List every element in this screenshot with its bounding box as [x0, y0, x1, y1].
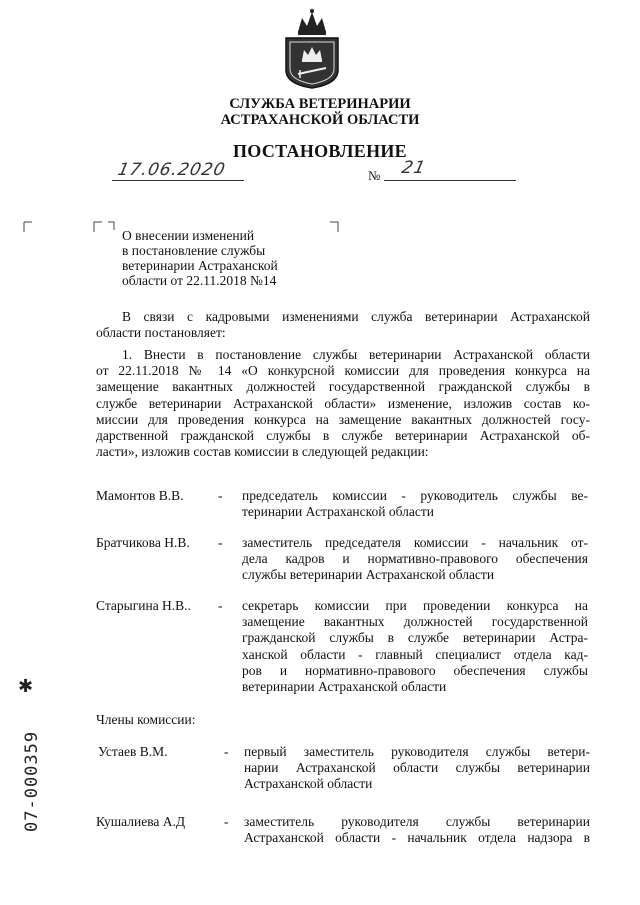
subject-block — [122, 228, 342, 288]
member-role — [242, 488, 588, 520]
member-role-line: замещение вакантных должностей государственной — [242, 614, 588, 630]
member-role-line: Астраханской области - начальник отдела надзора в — [244, 830, 590, 846]
org-name-line1: СЛУЖБА ВЕТЕРИНАРИИ — [229, 96, 411, 112]
member-role-line: заместитель руководителя службы ветеринарии — [244, 814, 590, 829]
intro-line: области постановляет: — [96, 325, 226, 341]
item1-line: миссии для проведения конкурса на замещение вакантных должностей госу- — [96, 411, 590, 427]
item1-paragraph — [96, 347, 590, 460]
left-corner-bracket — [22, 220, 38, 236]
member-name: Кушалиева А.Д — [96, 814, 186, 829]
member-role-line: председатель комиссии - руководитель службы ве- — [242, 488, 588, 503]
item1-line: ласти», изложив состав комиссии в следующей редакции: — [96, 444, 429, 460]
subject-line: ветеринарии Астраханской — [122, 258, 278, 273]
item1-line: замещение вакантных должностей государственной гражданской службы в — [96, 379, 590, 395]
member-role-line: заместитель председателя комиссии - начальник от- — [242, 535, 588, 550]
member-dash: - — [218, 535, 223, 550]
member-name: Мамонтов В.В. — [96, 488, 184, 503]
member-role-line: дела кадров и нормативно-правового обеспечения — [242, 551, 588, 567]
member-role-line: первый заместитель руководителя службы ветери- — [244, 744, 590, 759]
item1-line: службе ветеринарии Астраханской области» изменение, изложив состав ко- — [96, 395, 590, 411]
org-name-line2: АСТРАХАНСКОЙ ОБЛАСТИ — [220, 112, 420, 128]
margin-mark: ✱ — [18, 676, 34, 697]
member-name: Устаев В.М. — [98, 744, 168, 759]
registration-number: 07-000359 — [22, 730, 42, 832]
member-role-line: ров и нормативно-правового обеспечения службы — [242, 662, 588, 678]
member-role-line: службы ветеринарии Астраханской области — [242, 567, 495, 583]
date-handwritten: 17.06.2020 — [115, 160, 228, 180]
item1-line: 1. Внести в постановление службы ветеринарии Астраханской области — [122, 347, 590, 362]
member-dash: - — [224, 814, 229, 829]
member-role — [242, 598, 588, 695]
member-role — [242, 535, 588, 584]
member-name: Братчикова Н.В. — [96, 535, 190, 550]
date-underline — [112, 180, 244, 181]
member-dash: - — [218, 598, 223, 613]
document-type: ПОСТАНОВЛЕНИЕ — [233, 141, 407, 161]
member-role-line: ханской области - главный специалист отдела кад- — [242, 646, 588, 662]
member-role-line: ветеринарии Астраханской области — [242, 679, 447, 695]
member-role-line: нарии Астраханской области службы ветеринарии — [244, 760, 590, 776]
member-name: Старыгина Н.В.. — [96, 598, 191, 613]
subject-line: О внесении изменений — [122, 228, 255, 243]
number-label: № — [368, 168, 381, 183]
number-underline — [384, 180, 516, 181]
astrakhan-coat-of-arms-icon — [280, 8, 344, 90]
members-label: Члены комиссии: — [96, 712, 196, 727]
number-handwritten: 21 — [399, 158, 428, 178]
member-dash: - — [218, 488, 223, 503]
member-dash: - — [224, 744, 229, 759]
member-role-line: гражданской службы в службе ветеринарии Астра- — [242, 630, 588, 646]
item1-line: от 22.11.2018 № 14 «О конкурсной комиссии для проведения конкурса на — [96, 363, 590, 379]
subject-line: области от 22.11.2018 №14 — [122, 273, 277, 288]
item1-line: дарственной гражданской службы в службе ветеринарии Астраханской об- — [96, 428, 590, 444]
member-role — [244, 744, 590, 793]
intro-paragraph — [96, 309, 590, 341]
member-role-line: теринарии Астраханской области — [242, 504, 434, 520]
member-role-line: Астраханской области — [244, 776, 373, 792]
subject-line: в постановление службы — [122, 243, 266, 258]
member-role-line: секретарь комиссии при проведении конкурса на — [242, 598, 588, 613]
member-role — [244, 814, 590, 846]
intro-line: В связи с кадровыми изменениями служба ветеринарии Астраханской — [122, 309, 590, 324]
